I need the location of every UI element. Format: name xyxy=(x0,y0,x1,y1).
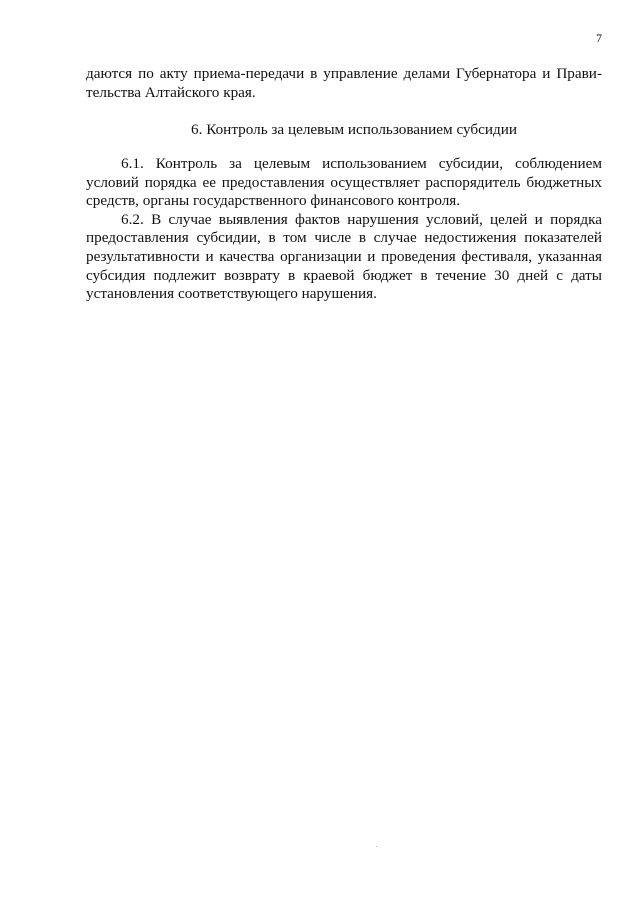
paragraph-6-2-line-3: результативности и качества организации и проведения фестиваля, указанная xyxy=(86,247,602,265)
paragraph-6-2-line-2: предоставления субсидии, в том числе в случае недостижения показателей xyxy=(86,229,602,247)
section-title: 6. Контроль за целевым использованием субсидии xyxy=(191,121,517,138)
paragraph-6-2-line-4: субсидия подлежит возврату в краевой бюджет в течение 30 дней с даты xyxy=(86,266,602,284)
continuation-line-1: даются по акту приема-передачи в управление делами Губернатора и Прави- xyxy=(86,65,602,82)
scan-dot-mark xyxy=(376,846,377,847)
paragraph-6-1-line-1: 6.1. Контроль за целевым использованием субсидии, соблюдением xyxy=(121,155,602,172)
paragraph-6-2-line-5: установления соответствующего нарушения. xyxy=(86,285,377,303)
page-number: 7 xyxy=(596,31,602,45)
paragraph-6-1-line-2: условий порядка ее предоставления осуществляет распорядитель бюджетных xyxy=(86,173,602,191)
continuation-line-2: тельства Алтайского края. xyxy=(86,83,256,101)
continuation-paragraph xyxy=(86,65,602,102)
paragraph-6-1-line-3: средств, органы государственного финансового контроля. xyxy=(86,192,461,210)
paragraph-6-2-line-1: 6.2. В случае выявления фактов нарушения условий, целей и порядка xyxy=(121,210,602,228)
section-6-body xyxy=(86,155,602,304)
